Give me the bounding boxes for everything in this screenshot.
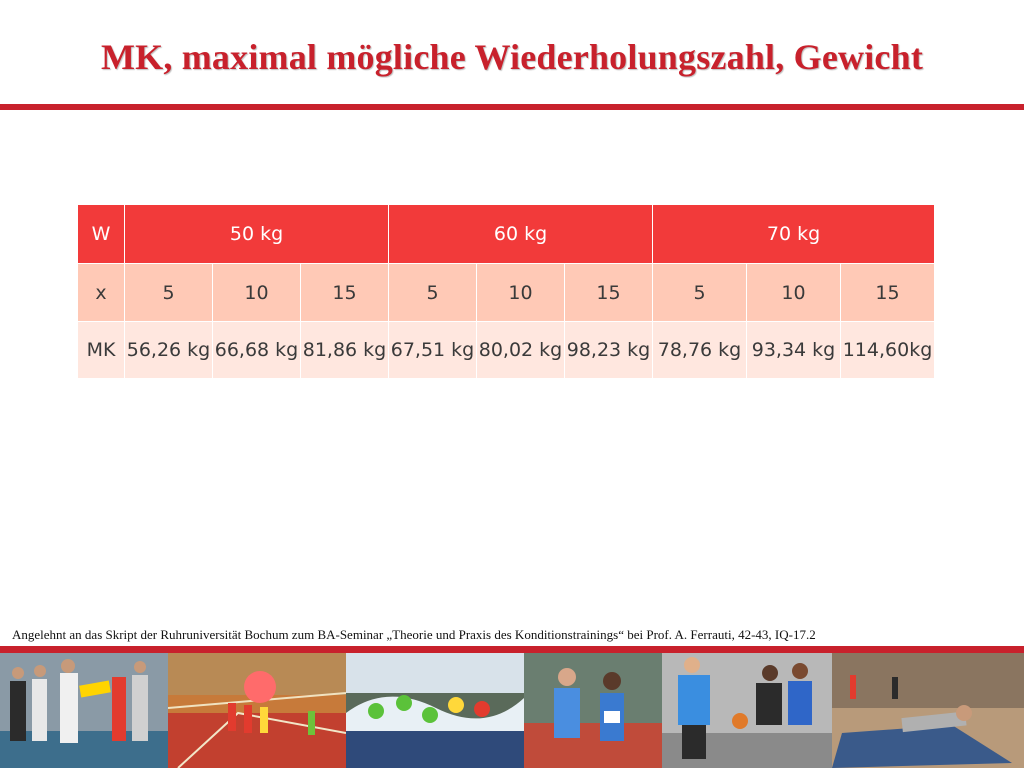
table-cell: 15 [301, 264, 389, 322]
row-label-mk: MK [78, 322, 125, 379]
table-cell: 56,26 kg [125, 322, 213, 379]
photo-pushup [832, 653, 1024, 768]
source-citation: Angelehnt an das Skript der Ruhruniversität Bochum zum BA-Seminar „Theorie und Praxis des Konditionstrainings“ bei Prof. A. Ferrauti, 42-43, IQ-17.2 [12, 627, 816, 642]
table-cell: 93,34 kg [747, 322, 841, 379]
photo-ball-game [168, 653, 346, 768]
header-group-60kg: 60 kg [389, 205, 653, 264]
table-cell: 80,02 kg [477, 322, 565, 379]
table-cell: 10 [477, 264, 565, 322]
mk-table [77, 204, 935, 379]
header-group-70kg: 70 kg [653, 205, 935, 264]
table-cell: 10 [747, 264, 841, 322]
photo-strip [0, 653, 1024, 768]
header-label-w: W [78, 205, 125, 264]
table-cell: 98,23 kg [565, 322, 653, 379]
footer-divider [0, 646, 1024, 653]
table-header-row [78, 205, 935, 264]
slide-title: MK, maximal mögliche Wiederholungszahl, Gewicht [100, 37, 924, 77]
table-cell: 67,51 kg [389, 322, 477, 379]
photo-gym-group [0, 653, 168, 768]
table-row-mk [78, 322, 935, 379]
table-cell: 66,68 kg [213, 322, 301, 379]
photo-runners [524, 653, 662, 768]
table-row-reps [78, 264, 935, 322]
table-cell: 15 [565, 264, 653, 322]
table-cell: 81,86 kg [301, 322, 389, 379]
table-cell: 5 [653, 264, 747, 322]
photo-basketball [662, 653, 832, 768]
photo-rafting [346, 653, 524, 768]
table-cell: 5 [125, 264, 213, 322]
header-group-50kg: 50 kg [125, 205, 389, 264]
table-cell: 114,60kg [841, 322, 935, 379]
title-divider [0, 104, 1024, 110]
row-label-x: x [78, 264, 125, 322]
table-cell: 78,76 kg [653, 322, 747, 379]
table-cell: 10 [213, 264, 301, 322]
table-cell: 5 [389, 264, 477, 322]
table-cell: 15 [841, 264, 935, 322]
